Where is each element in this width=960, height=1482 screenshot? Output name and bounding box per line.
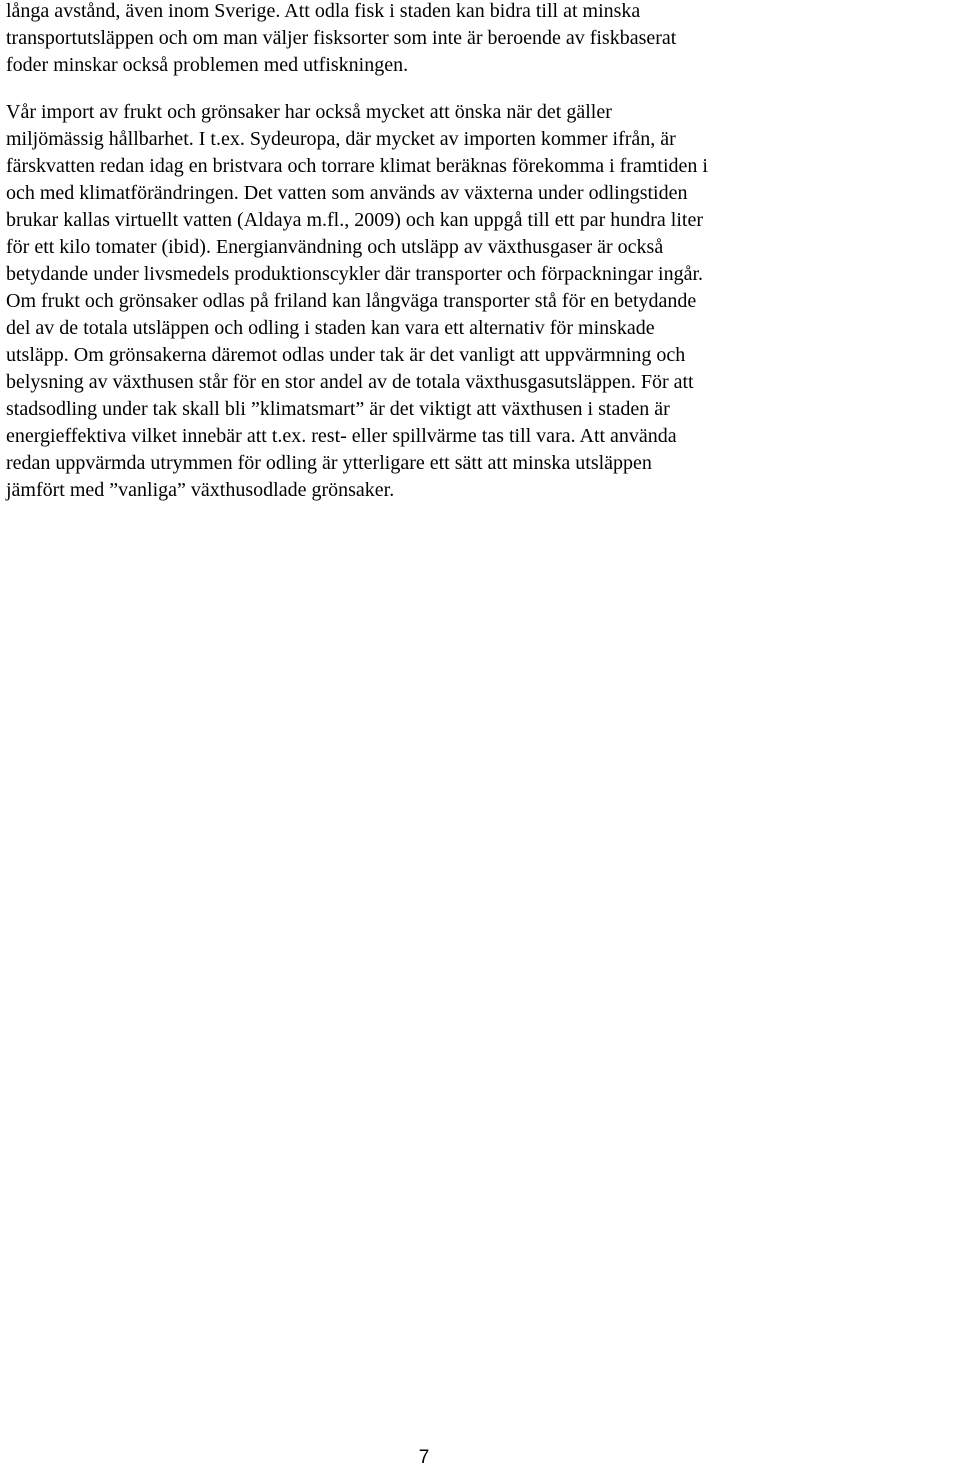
text-line: miljömässig hållbarhet. I t.ex. Sydeuropa, där mycket av importen kommer ifrån, är [6, 128, 676, 150]
text-line: foder minskar också problemen med utfiskningen. [6, 54, 409, 76]
text-line: Om frukt och grönsaker odlas på friland kan långväga transporter stå för en betydande [6, 290, 697, 312]
page-number: 7 [418, 1447, 430, 1468]
text-line: utsläpp. Om grönsakerna däremot odlas under tak är det vanligt att uppvärmning och [6, 344, 686, 366]
text-line: Vår import av frukt och grönsaker har också mycket att önska när det gäller [6, 101, 612, 123]
text-line: och med klimatförändringen. Det vatten som används av växterna under odlingstiden [6, 182, 688, 204]
text-line: långa avstånd, även inom Sverige. Att odla fisk i staden kan bidra till at minska [6, 0, 641, 22]
text-line: redan uppvärmda utrymmen för odling är ytterligare ett sätt att minska utsläppen [6, 452, 652, 474]
text-line: brukar kallas virtuellt vatten (Aldaya m.fl., 2009) och kan uppgå till ett par hundra liter [6, 209, 704, 231]
text-line: för ett kilo tomater (ibid). Energianvändning och utsläpp av växthusgaser är också [6, 236, 664, 258]
text-line: stadsodling under tak skall bli ”klimatsmart” är det viktigt att växthusen i staden är [6, 398, 670, 420]
text-line: jämfört med ”vanliga” växthusodlade grönsaker. [6, 479, 395, 501]
text-line: betydande under livsmedels produktionscykler där transporter och förpackningar ingår. [6, 263, 704, 285]
text-line: belysning av växthusen står för en stor andel av de totala växthusgasutsläppen. För att [6, 371, 694, 393]
paragraph-fish-farming [6, 0, 676, 79]
text-line: del av de totala utsläppen och odling i staden kan vara ett alternativ för minskade [6, 317, 655, 339]
text-line: energieffektiva vilket innebär att t.ex. rest- eller spillvärme tas till vara. Att använda [6, 425, 677, 447]
paragraph-fruit-vegetable-import [6, 99, 708, 504]
text-line: transportutsläppen och om man väljer fisksorter som inte är beroende av fiskbaserat [6, 27, 677, 49]
text-line: färskvatten redan idag en bristvara och torrare klimat beräknas förekomma i framtiden i [6, 155, 708, 177]
